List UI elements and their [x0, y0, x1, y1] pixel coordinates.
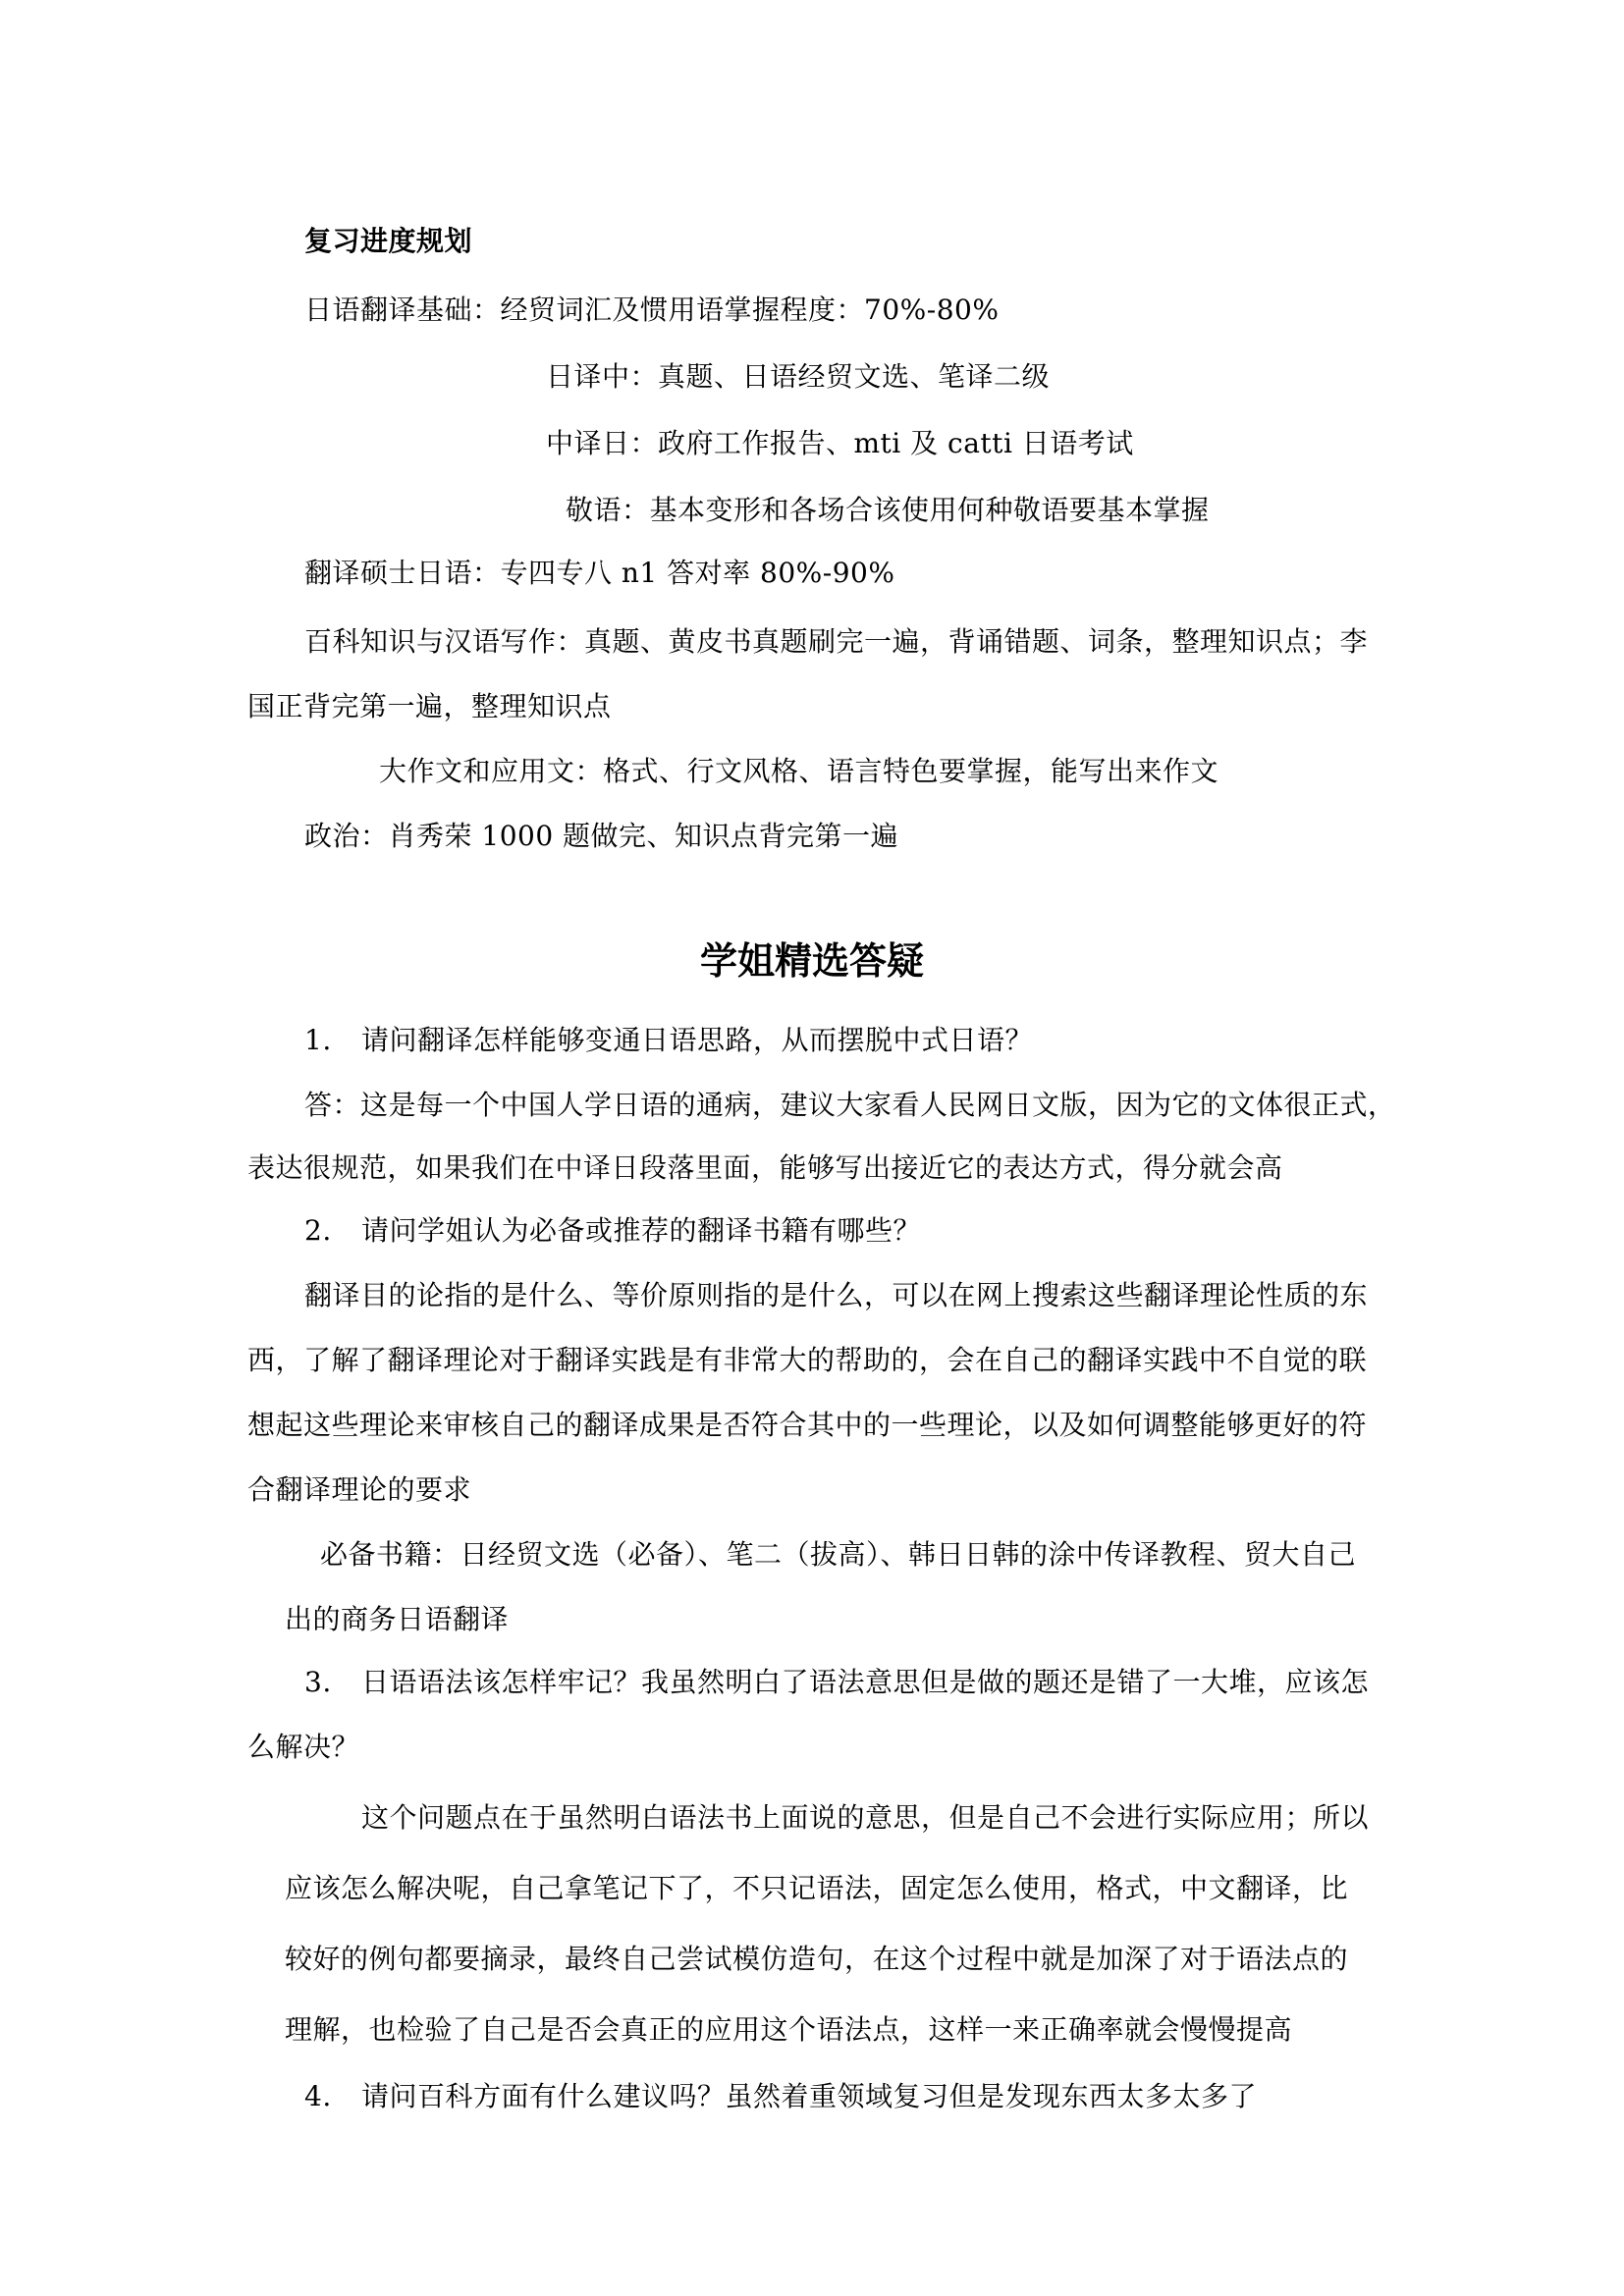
- q2-answer-line-4: 合翻译理论的要求: [247, 1473, 472, 1506]
- q2-text: 请问学姐认为必备或推荐的翻译书籍有哪些？: [361, 1214, 922, 1247]
- q2-books-line-2: 出的商务日语翻译: [285, 1603, 510, 1635]
- q3-question-line-1: [304, 1665, 1369, 1700]
- q1-text: 请问翻译怎样能够变通日语思路，从而摆脱中式日语？: [361, 1024, 1034, 1056]
- q3-text-1: 日语语法该怎样牢记？我虽然明白了语法意思但是做的题还是错了一大堆，应该怎: [361, 1666, 1370, 1698]
- q3-number: 3.: [304, 1666, 332, 1698]
- plan-line-ja-to-zh: 日译中：真题、日语经贸文选、笔译二级: [546, 360, 1051, 393]
- q1-answer-line-1: 答：这是每一个中国人学日语的通病，建议大家看人民网日文版，因为它的文体很正式，: [304, 1089, 1396, 1121]
- q2-number: 2.: [304, 1214, 332, 1247]
- qa-title: 学姐精选答疑: [699, 939, 924, 983]
- q1-number: 1.: [304, 1024, 332, 1056]
- plan-line-encyclopedia-2: 国正背完第一遍，整理知识点: [247, 690, 612, 722]
- q1-answer-line-2: 表达很规范，如果我们在中译日段落里面，能够写出接近它的表达方式，得分就会高: [247, 1151, 1283, 1184]
- q2-answer-line-3: 想起这些理论来审核自己的翻译成果是否符合其中的一些理论，以及如何调整能够更好的符: [247, 1409, 1368, 1441]
- q3-answer-line-1: 这个问题点在于虽然明白语法书上面说的意思，但是自己不会进行实际应用；所以: [361, 1801, 1370, 1834]
- plan-line-essay: 大作文和应用文：格式、行文风格、语言特色要掌握，能写出来作文: [379, 755, 1219, 787]
- q4-number: 4.: [304, 2080, 332, 2112]
- plan-line-japanese-basics: 日语翻译基础：经贸词汇及惯用语掌握程度：70%-80%: [304, 294, 1000, 326]
- q3-question-line-2: 么解决？: [247, 1731, 360, 1763]
- q4-text: 请问百科方面有什么建议吗？虽然着重领域复习但是发现东西太多太多了: [361, 2080, 1258, 2112]
- q4-question: [304, 2079, 1257, 2114]
- plan-line-zh-to-ja: 中译日：政府工作报告、mti 及 catti 日语考试: [546, 427, 1134, 459]
- q2-books-line-1: 必备书籍：日经贸文选（必备）、笔二（拔高）、韩日日韩的涂中传译教程、贸大自己: [320, 1538, 1357, 1571]
- plan-line-politics: 政治：肖秀荣 1000 题做完、知识点背完第一遍: [304, 820, 899, 852]
- q1-question: [304, 1023, 1033, 1058]
- q2-answer-line-2: 西，了解了翻译理论对于翻译实践是有非常大的帮助的，会在自己的翻译实践中不自觉的联: [247, 1344, 1368, 1376]
- plan-line-honorifics: 敬语：基本变形和各场合该使用何种敬语要基本掌握: [566, 494, 1210, 526]
- plan-heading: 复习进度规划: [304, 225, 473, 257]
- plan-line-encyclopedia-1: 百科知识与汉语写作：真题、黄皮书真题刷完一遍，背诵错题、词条，整理知识点；李: [304, 625, 1369, 658]
- q2-question: [304, 1213, 921, 1249]
- q3-answer-line-4: 理解，也检验了自己是否会真正的应用这个语法点，这样一来正确率就会慢慢提高: [285, 2013, 1293, 2046]
- q3-answer-line-2: 应该怎么解决呢，自己拿笔记下了，不只记语法，固定怎么使用，格式，中文翻译，比: [285, 1872, 1349, 1904]
- q2-answer-line-1: 翻译目的论指的是什么、等价原则指的是什么，可以在网上搜索这些翻译理论性质的东: [304, 1279, 1369, 1311]
- q3-answer-line-3: 较好的例句都要摘录，最终自己尝试模仿造句，在这个过程中就是加深了对于语法点的: [285, 1943, 1349, 1975]
- plan-line-master-japanese: 翻译硕士日语：专四专八 n1 答对率 80%-90%: [304, 557, 895, 589]
